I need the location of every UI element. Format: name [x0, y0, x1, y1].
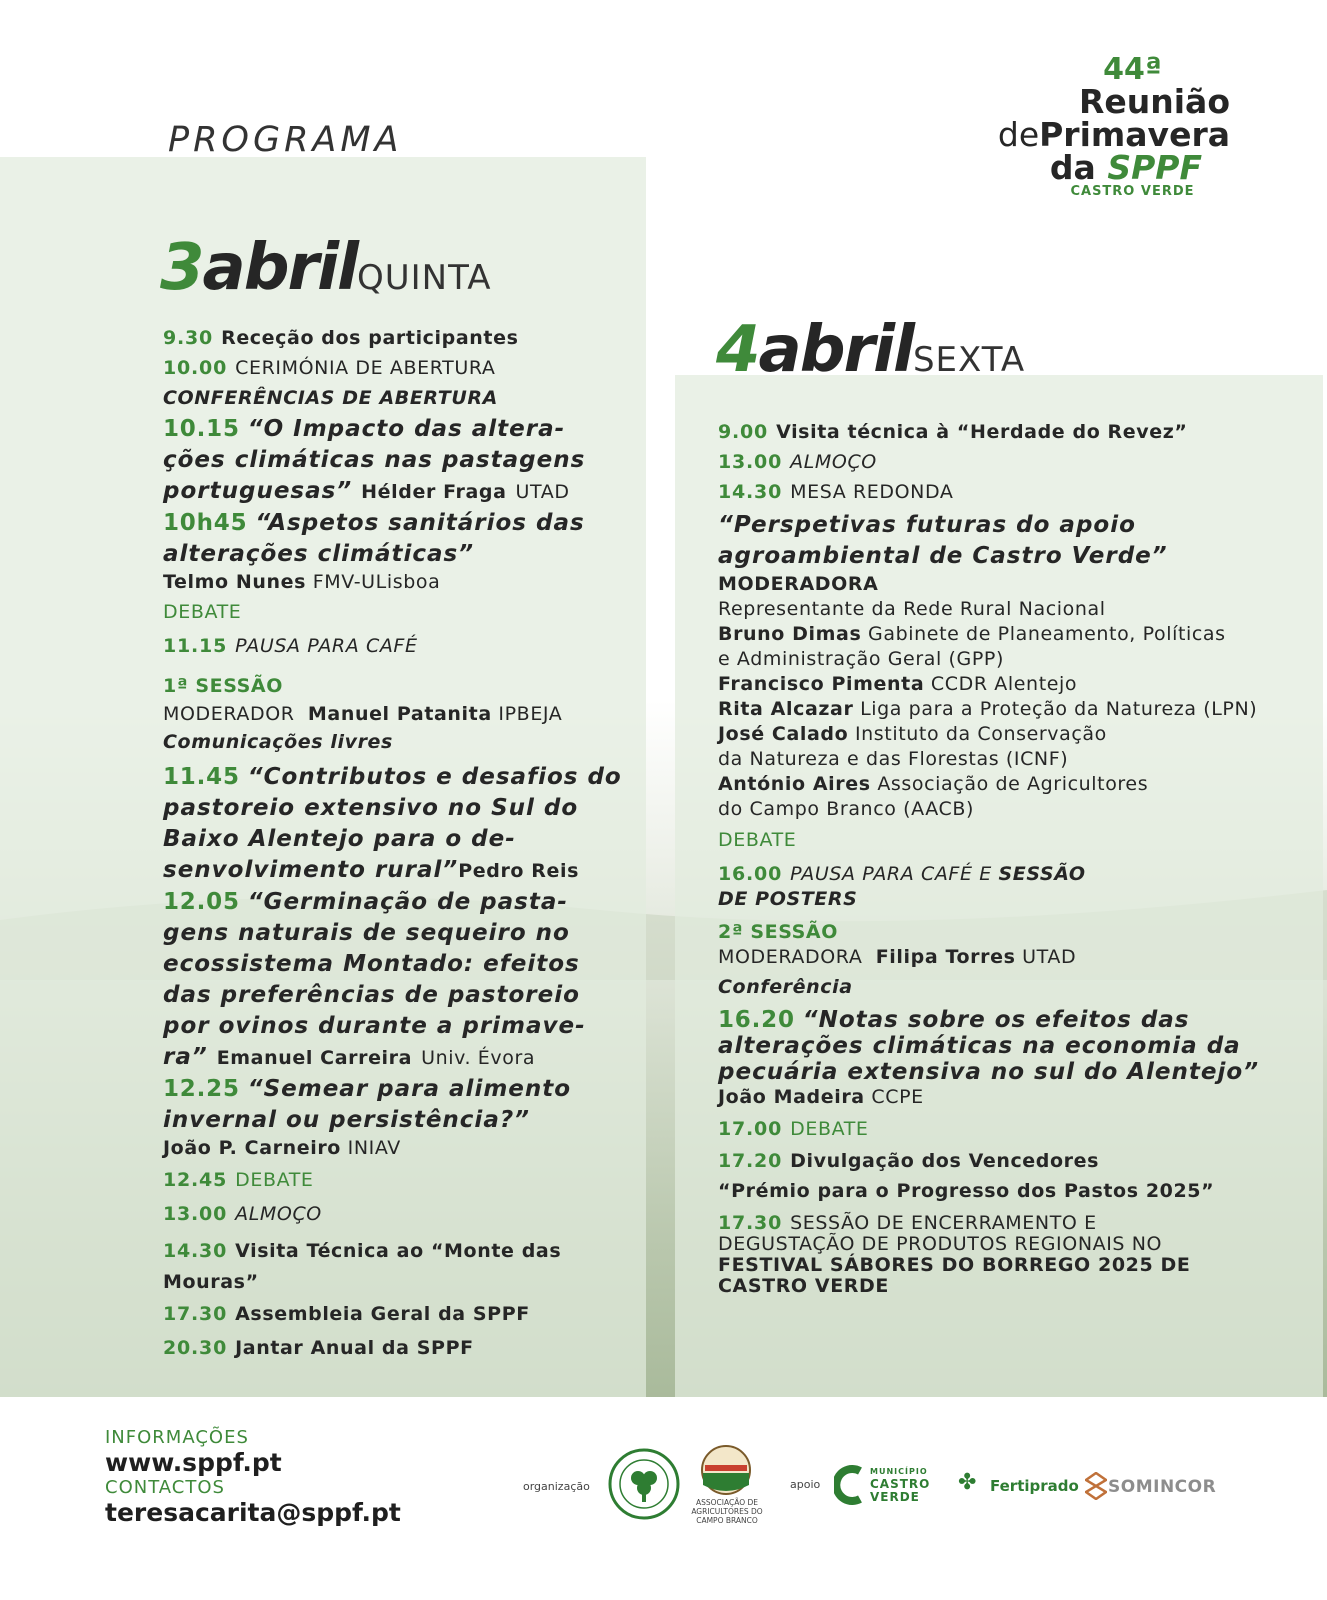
list-item: 20.30 Jantar Anual da SPPF [163, 1337, 474, 1359]
list-item: António Aires Associação de Agricultores do Campo Branco (AACB) [718, 773, 1149, 820]
sponsor-municipio: MUNICÍPIO [870, 1467, 928, 1476]
email-link[interactable]: teresacarita@sppf.pt [105, 1498, 401, 1527]
programa-title: PROGRAMA [168, 120, 403, 160]
list-item: MODERADOR Manuel Patanita IPBEJA [163, 703, 563, 725]
event-logo [995, 52, 1230, 199]
list-item: 14.30 Visita Técnica ao “Monte das Mouras” [163, 1240, 562, 1293]
list-item: 9.30 Receção dos participantes [163, 327, 519, 349]
list-item: DEBATE [718, 829, 797, 851]
list-item: CONFERÊNCIAS DE ABERTURA [163, 387, 498, 409]
contacts-label: CONTACTOS [105, 1477, 225, 1498]
site-link[interactable]: www.sppf.pt [105, 1448, 282, 1477]
sponsor-fertiprado: Fertiprado [990, 1477, 1079, 1495]
list-item: João P. Carneiro INIAV [163, 1137, 401, 1159]
day2-heading: 4abrilSEXTA [716, 313, 1026, 387]
sppf-seal-logo [608, 1448, 680, 1520]
logo-primavera: Primavera [1039, 115, 1230, 154]
logo-sppf: SPPF [1107, 148, 1202, 187]
logo-location: CASTRO VERDE [1070, 184, 1195, 199]
list-item: Comunicações livres [163, 731, 393, 753]
list-item: 14.30 MESA REDONDA [718, 481, 954, 503]
logo-line1: Reunião [1078, 82, 1230, 121]
list-item: DEBATE [163, 601, 242, 623]
list-item: 17.20 Divulgação dos Vencedores [718, 1150, 1100, 1172]
list-item: 2ª SESSÃO [718, 921, 838, 943]
logo-edition: 44ª [1103, 52, 1162, 87]
list-item: Telmo Nunes FMV-ULisboa [163, 571, 441, 593]
list-item: 11.45 “Contributos e desafios do pastoreio extensivo no Sul do Baixo Alentejo para o de- senvolvimento rural”Pedro Reis [163, 764, 622, 883]
list-item: Representante da Rede Rural Nacional [718, 598, 1106, 620]
list-item: 12.45 DEBATE [163, 1169, 314, 1191]
org-label: organização [523, 1480, 590, 1493]
list-item: 10h45 “Aspetos sanitários das alterações climáticas” [163, 510, 585, 567]
list-item: MODERADORA Filipa Torres UTAD [718, 946, 1077, 968]
day2-schedule [718, 420, 1318, 1297]
sponsor-castro-verde: CASTRO VERDE [870, 1477, 931, 1504]
list-item: 17.00 DEBATE [718, 1118, 869, 1140]
list-item: 11.15 PAUSA PARA CAFÉ [163, 635, 418, 657]
list-item: 12.25 “Semear para alimento invernal ou persistência?” [163, 1076, 572, 1133]
list-item: 10.00 CERIMÓNIA DE ABERTURA [163, 357, 496, 379]
list-item: Rita Alcazar Liga para a Proteção da Natureza (LPN) [718, 698, 1258, 720]
list-item: 16.20 “Notas sobre os efeitos das alterações climáticas na economia da pecuária extensiva no sul do Alentejo” [718, 1007, 1260, 1085]
day1-schedule [163, 326, 623, 1370]
logo-da: da [1049, 148, 1096, 187]
list-item: Francisco Pimenta CCDR Alentejo [718, 673, 1078, 695]
contact-info [105, 1428, 401, 1528]
fertiprado-leaf-icon: ✤ [958, 1470, 977, 1495]
list-item: “Prémio para o Progresso dos Pastos 2025” [718, 1180, 1215, 1202]
list-item: 1ª SESSÃO [163, 675, 283, 697]
list-item: 17.30 Assembleia Geral da SPPF [163, 1303, 530, 1325]
list-item: 13.00 ALMOÇO [163, 1203, 322, 1225]
list-item: 16.00 PAUSA PARA CAFÉ E SESSÃO DE POSTERS [718, 863, 1086, 910]
list-item: 9.00 Visita técnica à “Herdade do Revez” [718, 421, 1188, 443]
list-item: 10.15 “O Impacto das altera- ções climáticas nas pastagens portuguesas” Hélder Fraga UTAD [163, 416, 586, 504]
list-item: 13.00 ALMOÇO [718, 451, 877, 473]
info-label: INFORMAÇÕES [105, 1427, 249, 1448]
list-item: 12.05 “Germinação de pasta- gens naturais de sequeiro no ecossistema Montado: efeitos das preferências de pastoreio por ovinos durante a primave- ra” Emanuel Carreira Univ. Évora [163, 889, 586, 1070]
day1-heading: 3abrilQUINTA [160, 231, 492, 305]
aacb-name: ASSOCIAÇÃO DE AGRICULTORES DO CAMPO BRANCO [691, 1498, 763, 1525]
list-item: João Madeira CCPE [718, 1086, 924, 1108]
somincor-icon [1085, 1472, 1107, 1500]
list-item: “Perspetivas futuras do apoio agroambiental de Castro Verde” [718, 512, 1168, 569]
logo-de: de [997, 115, 1040, 154]
support-label: apoio [790, 1478, 821, 1491]
list-item: Bruno Dimas Gabinete de Planeamento, Políticas e Administração Geral (GPP) [718, 623, 1226, 670]
aacb-logo [695, 1445, 757, 1495]
list-item: 17.30 SESSÃO DE ENCERRAMENTO E DEGUSTAÇÃO DE PRODUTOS REGIONAIS NO FESTIVAL SÁBORES DO BORREGO 2025 DE CASTRO VERDE [718, 1212, 1191, 1297]
castro-verde-c-icon [834, 1465, 864, 1505]
list-item: Conferência [718, 976, 853, 998]
sponsor-somincor: SOMINCOR [1108, 1477, 1217, 1497]
list-item: José Calado Instituto da Conservação da Natureza e das Florestas (ICNF) [718, 723, 1107, 770]
list-item: MODERADORA [718, 573, 879, 595]
